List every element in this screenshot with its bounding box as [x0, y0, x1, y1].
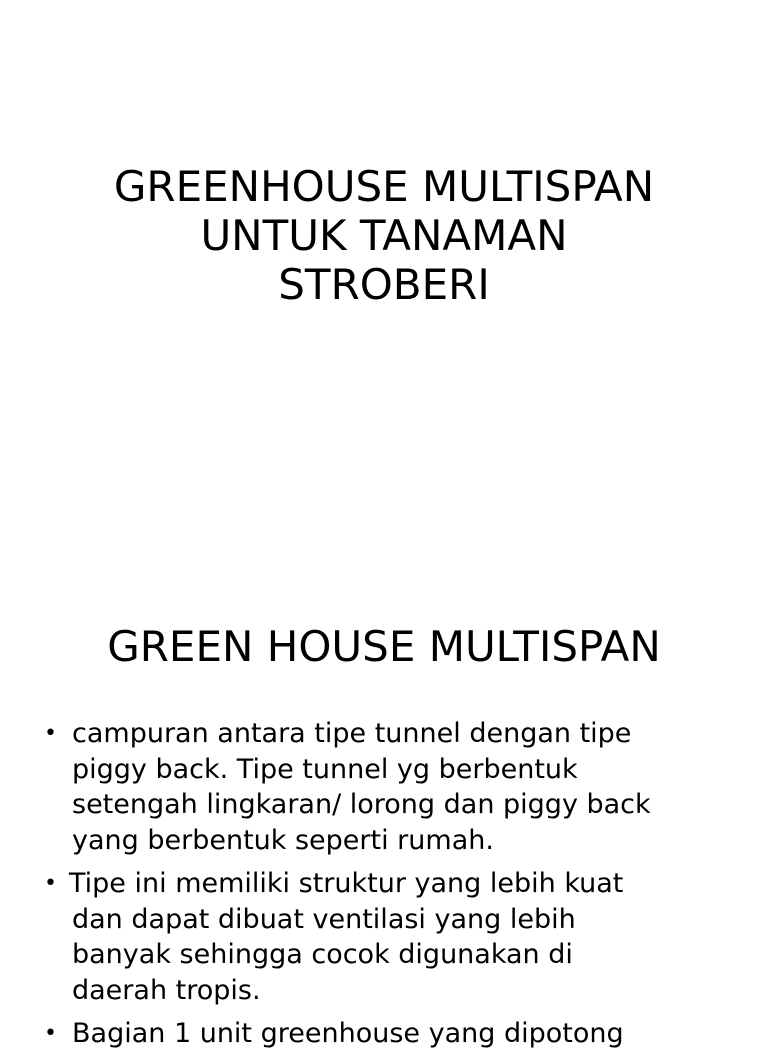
bullet-item	[0, 716, 768, 858]
content-slide	[0, 576, 768, 1049]
bullet-text-line: piggy back. Tipe tunnel yg berbentuk	[72, 753, 578, 785]
bullet-dot-icon: •	[44, 721, 57, 746]
title-line: GREENHOUSE MULTISPAN	[113, 162, 655, 211]
bullet-text-line: campuran antara tipe tunnel dengan tipe	[72, 718, 632, 749]
slide-heading: GREEN HOUSE MULTISPAN	[107, 622, 661, 671]
bullet-dot-icon: •	[44, 1021, 57, 1046]
bullet-text-line: banyak sehingga cocok digunakan di	[72, 939, 573, 970]
bullet-dot-icon: •	[44, 871, 57, 896]
bullet-text-line: daerah tropis.	[72, 974, 261, 1006]
bullet-text-line: setengah lingkaran/ lorong dan piggy back	[72, 789, 651, 820]
bullet-text-line: dan dapat dibuat ventilasi yang lebih	[72, 903, 576, 935]
slide-title	[40, 162, 728, 309]
bullet-text-line: Tipe ini memiliki struktur yang lebih kuat	[69, 868, 624, 899]
bullet-text-line: Bagian 1 unit greenhouse yang dipotong	[72, 1018, 624, 1049]
bullet-item	[0, 1016, 768, 1052]
bullet-text-line: yang berbentuk seperti rumah.	[72, 824, 494, 856]
title-line: STROBERI	[278, 260, 490, 309]
title-line: UNTUK TANAMAN	[200, 211, 568, 260]
bullet-item	[0, 866, 768, 1008]
bullet-list	[0, 716, 768, 1060]
